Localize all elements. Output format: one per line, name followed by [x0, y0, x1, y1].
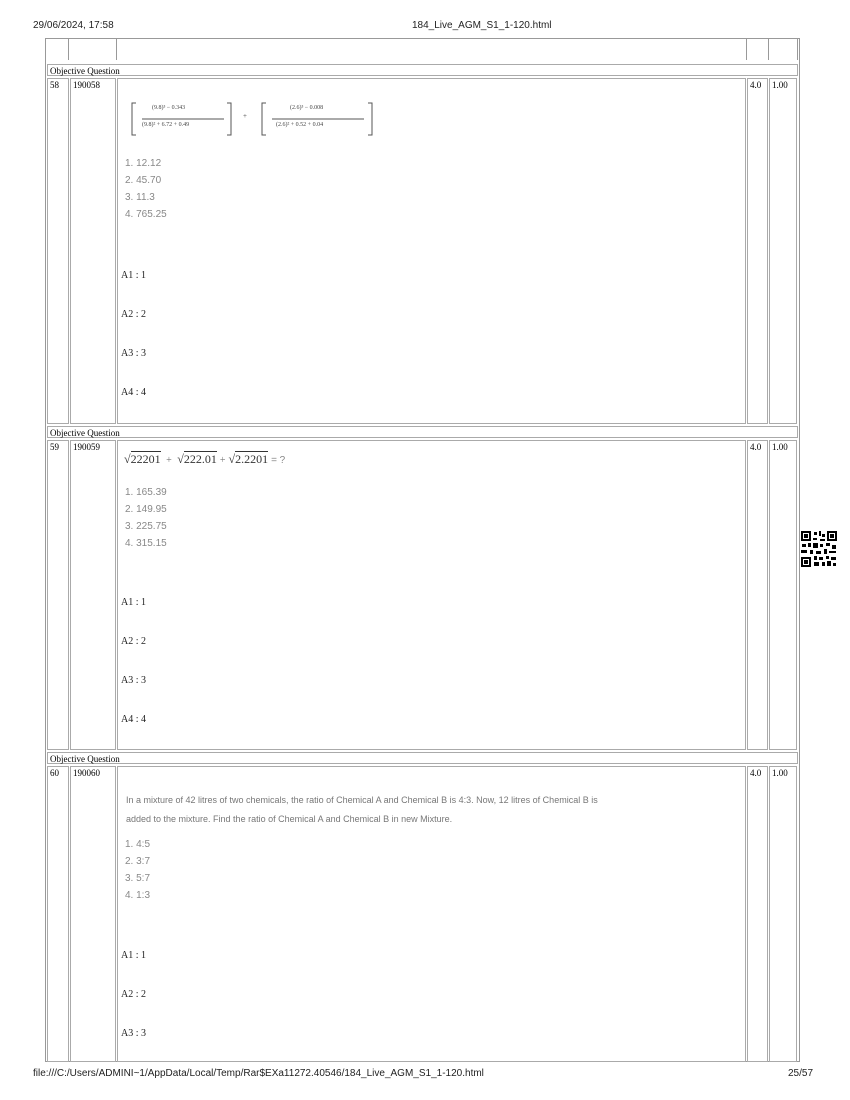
question-text: In a mixture of 42 litres of two chemicals, the ratio of Chemical A and Chemical B is 4:3. Now, 12 litres of Chemical B is added to the mixture. Find the ratio of Chemical A and Chemical B in new Mixture. — [126, 795, 598, 824]
answer-option: A2 : 2 — [121, 309, 146, 320]
question-number: 60 — [47, 766, 69, 1062]
options-list — [125, 836, 150, 904]
answer-option: A1 : 1 — [121, 270, 146, 281]
negative-marks: 1.00 — [769, 440, 797, 750]
qr-code — [800, 530, 838, 568]
option: 2. 149.95 — [125, 504, 167, 515]
negative-marks: 1.00 — [769, 766, 797, 1062]
equals-question: = ? — [271, 455, 286, 466]
plus-operator: + — [163, 455, 175, 466]
negative-marks: 1.00 — [769, 78, 797, 424]
answer-option: A3 : 3 — [121, 348, 146, 359]
radicand: 22201 — [130, 452, 161, 466]
option: 4. 315.15 — [125, 538, 167, 549]
option: 1. 12.12 — [125, 158, 162, 169]
answer-option: A1 : 1 — [121, 597, 146, 608]
section-label: Objective Question — [47, 64, 798, 76]
option: 3. 11.3 — [125, 192, 155, 203]
option: 4. 1:3 — [125, 890, 151, 901]
numerator-1: (9.8)³ − 0.343 — [152, 105, 186, 111]
section-label: Objective Question — [47, 752, 798, 764]
denominator-1: (9.8)² + 6.72 + 0.49 — [142, 122, 190, 128]
answer-option: A3 : 3 — [121, 675, 146, 686]
options-list — [125, 484, 167, 552]
answer-option: A4 : 4 — [121, 714, 146, 725]
marks: 4.0 — [747, 766, 768, 1062]
page-number: 25/57 — [788, 1068, 814, 1079]
radicand: 2.2201 — [235, 452, 269, 466]
formula-image — [130, 100, 375, 138]
answer-option: A1 : 1 — [121, 950, 146, 961]
option: 1. 165.39 — [125, 487, 167, 498]
radicand: 222.01 — [183, 452, 217, 466]
denominator-2: (2.6)² + 0.52 + 0.04 — [276, 122, 324, 128]
marks: 4.0 — [747, 440, 768, 750]
plus-operator: + — [243, 112, 247, 120]
answer-option: A2 : 2 — [121, 636, 146, 647]
section-label: Objective Question — [47, 426, 798, 438]
option: 2. 3:7 — [125, 856, 151, 867]
question-number: 58 — [47, 78, 69, 424]
question-id: 190060 — [70, 766, 116, 1062]
option: 4. 765.25 — [125, 209, 167, 220]
sqrt-symbol: √ — [228, 452, 236, 466]
question-id: 190059 — [70, 440, 116, 750]
answer-option: A4 : 4 — [121, 387, 146, 398]
option: 2. 45.70 — [125, 175, 162, 186]
file-path: file:///C:/Users/ADMINI~1/AppData/Local/Temp/Rar$EXa11272.40546/184_Live_AGM_S1_1-120.html — [33, 1068, 484, 1079]
plus-operator: + — [219, 455, 226, 466]
numerator-2: (2.6)³ − 0.008 — [290, 105, 324, 111]
option: 1. 4:5 — [125, 839, 151, 850]
option: 3. 5:7 — [125, 873, 151, 884]
question-id: 190058 — [70, 78, 116, 424]
options-list — [125, 155, 167, 223]
answer-option: A2 : 2 — [121, 989, 146, 1000]
print-title: 184_Live_AGM_S1_1-120.html — [412, 20, 552, 31]
question-body — [117, 440, 746, 750]
question-number: 59 — [47, 440, 69, 750]
marks: 4.0 — [747, 78, 768, 424]
sqrt-symbol: √ — [177, 452, 184, 466]
sqrt-symbol: √ — [124, 452, 131, 466]
answer-option: A3 : 3 — [121, 1028, 146, 1039]
formula-image — [124, 452, 285, 467]
option: 3. 225.75 — [125, 521, 167, 532]
print-datetime: 29/06/2024, 17:58 — [33, 20, 114, 31]
